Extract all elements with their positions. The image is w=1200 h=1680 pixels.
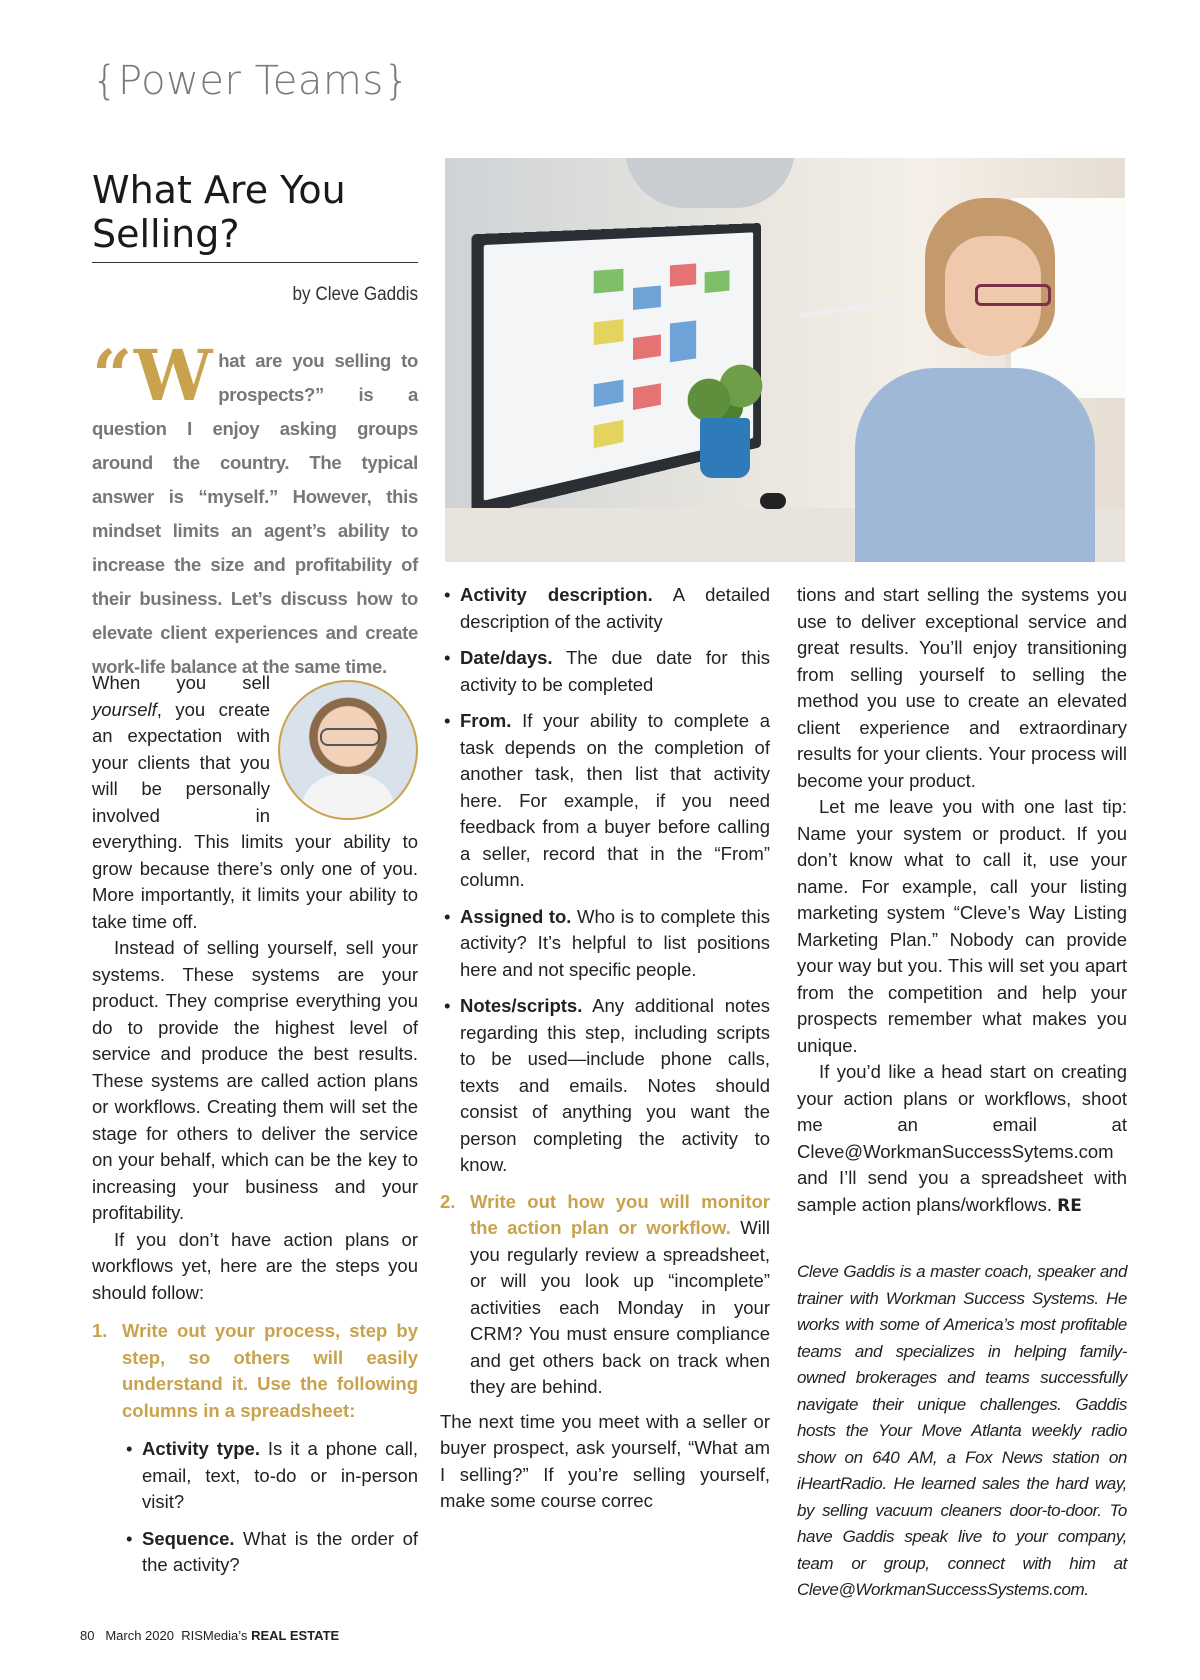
list-item: • From. If your ability to complete a task depends on the completion of another task, then list that activity here. For example, if you need feedback from a buyer before calling a seller, record that in the “From” column. xyxy=(440,708,770,894)
mouse-icon xyxy=(760,493,786,509)
end-mark: RE xyxy=(1057,1195,1082,1216)
intro-paragraph xyxy=(92,334,418,684)
column-1 xyxy=(92,670,418,1589)
step-1: 1. Write out your process, step by step, so others will easily understand it. Use the following columns in a spreadsheet: • Activity type. Is it a phone call, email, text, to-do or in-person visit? • Sequence. What is the order of the activity? xyxy=(92,1318,418,1579)
article-title: What Are You Selling? xyxy=(92,168,418,263)
page-footer xyxy=(80,1628,339,1643)
paragraph-1: When you sell yourself, you create an expectation with your clients that you will be personally involved in everything. This limits your ability to grow because there’s only one of you. More importantly, it limits your ability to take time off. xyxy=(92,672,418,932)
list-item: • Activity description. A detailed description of the activity xyxy=(440,582,770,635)
steps-list-continued xyxy=(440,1189,770,1401)
paragraph-5: Let me leave you with one last tip: Name your system or product. If you don’t know what to call it, use your name. For example, call your listing marketing system “Cleve’s Way Listing Marketing Plan.” Nobody can provide your way but you. This will set you apart from the competition and help your prospects remember what makes you unique. xyxy=(797,796,1127,1056)
columns-list xyxy=(122,1436,418,1579)
author-bio: Cleve Gaddis is a master coach, speaker and trainer with Workman Success Systems. He works with some of America’s most profitable teams and specializes in helping family-owned brokerages and teams successfully navigate their unique challenges. Gaddis hosts the Your Move Atlanta weekly radio show on 640 AM, a Fox News station on iHeartRadio. He learned sales the hard way, by selling vacuum cleaners door-to-door. To have Gaddis speak live to your company, team or group, connect with him at Cleve@WorkmanSuccessSystems.com. xyxy=(797,1262,1127,1599)
section-tag: {Power Teams} xyxy=(92,58,410,104)
list-item: • Date/days. The due date for this activity to be completed xyxy=(440,645,770,698)
issue-date: March 2020 xyxy=(105,1628,174,1643)
paragraph-3: If you don’t have action plans or workflows yet, here are the steps you should follow: xyxy=(92,1228,418,1303)
intro-text: hat are you selling to prospects?” is a question I enjoy asking groups around the country. The typical answer is “myself.” However, this mindset limits an agent’s ability to increase the size and profitability of their business. Let’s discuss how to elevate client experiences and create work-life balance at the same time. xyxy=(92,350,418,677)
drop-cap: “W xyxy=(92,334,213,417)
byline: by Cleve Gaddis xyxy=(292,284,418,305)
column-3 xyxy=(797,582,1127,1604)
plant-pot xyxy=(700,418,750,478)
column-2 xyxy=(440,582,770,1515)
author-headshot xyxy=(278,680,418,820)
list-item: • Sequence. What is the order of the activity? xyxy=(122,1526,418,1579)
hero-photo xyxy=(445,158,1125,562)
columns-list-continued xyxy=(440,582,770,1179)
publication-name: RISMedia’s xyxy=(181,1628,248,1643)
page-number: 80 xyxy=(80,1628,95,1643)
paragraph-2: Instead of selling yourself, sell your systems. These systems are your product. They comprise everything you do to provide the highest level of service and produce the best results. These systems are called action plans or workflows. Creating them will set the stage for others to deliver the service on your behalf, which can be the key to increasing your business and your profitability. xyxy=(92,937,418,1223)
step-2: 2. Write out how you will monitor the action plan or workflow. Will you regularly review a spreadsheet, or will you look up “incomplete” activities each Monday in your CRM? You must ensure compliance and get others back on track when they are behind. xyxy=(440,1190,770,1397)
lamp-icon xyxy=(625,158,795,208)
list-item: • Activity type. Is it a phone call, email, text, to-do or in-person visit? xyxy=(122,1436,418,1516)
paragraph-6: If you’d like a head start on creating your action plans or workflows, shoot me an email at Cleve@WorkmanSuccessSytems.com and I’ll send you a spreadsheet with sample action plans/workflows. RE xyxy=(797,1061,1127,1216)
steps-list xyxy=(92,1318,418,1579)
person xyxy=(835,198,1095,562)
list-item: • Notes/scripts. Any additional notes regarding this step, including scripts to be used—include phone calls, texts and emails. Notes should consist of anything you want the person completing the activity to know. xyxy=(440,993,770,1179)
list-item: • Assigned to. Who is to complete this activity? It’s helpful to list positions here and not specific people. xyxy=(440,904,770,984)
publication-name-bold: REAL ESTATE xyxy=(251,1628,340,1643)
paragraph-4: The next time you meet with a seller or buyer prospect, ask yourself, “What am I selling?” If you’re selling yourself, make some course correc xyxy=(440,1410,770,1511)
paragraph-4-continued: tions and start selling the systems you use to deliver exceptional service and great results. You’ll enjoy transitioning from selling yourself to selling the method you use to create an elevated client experience and extraordinary results for your clients. Your process will become your product. xyxy=(797,584,1127,791)
